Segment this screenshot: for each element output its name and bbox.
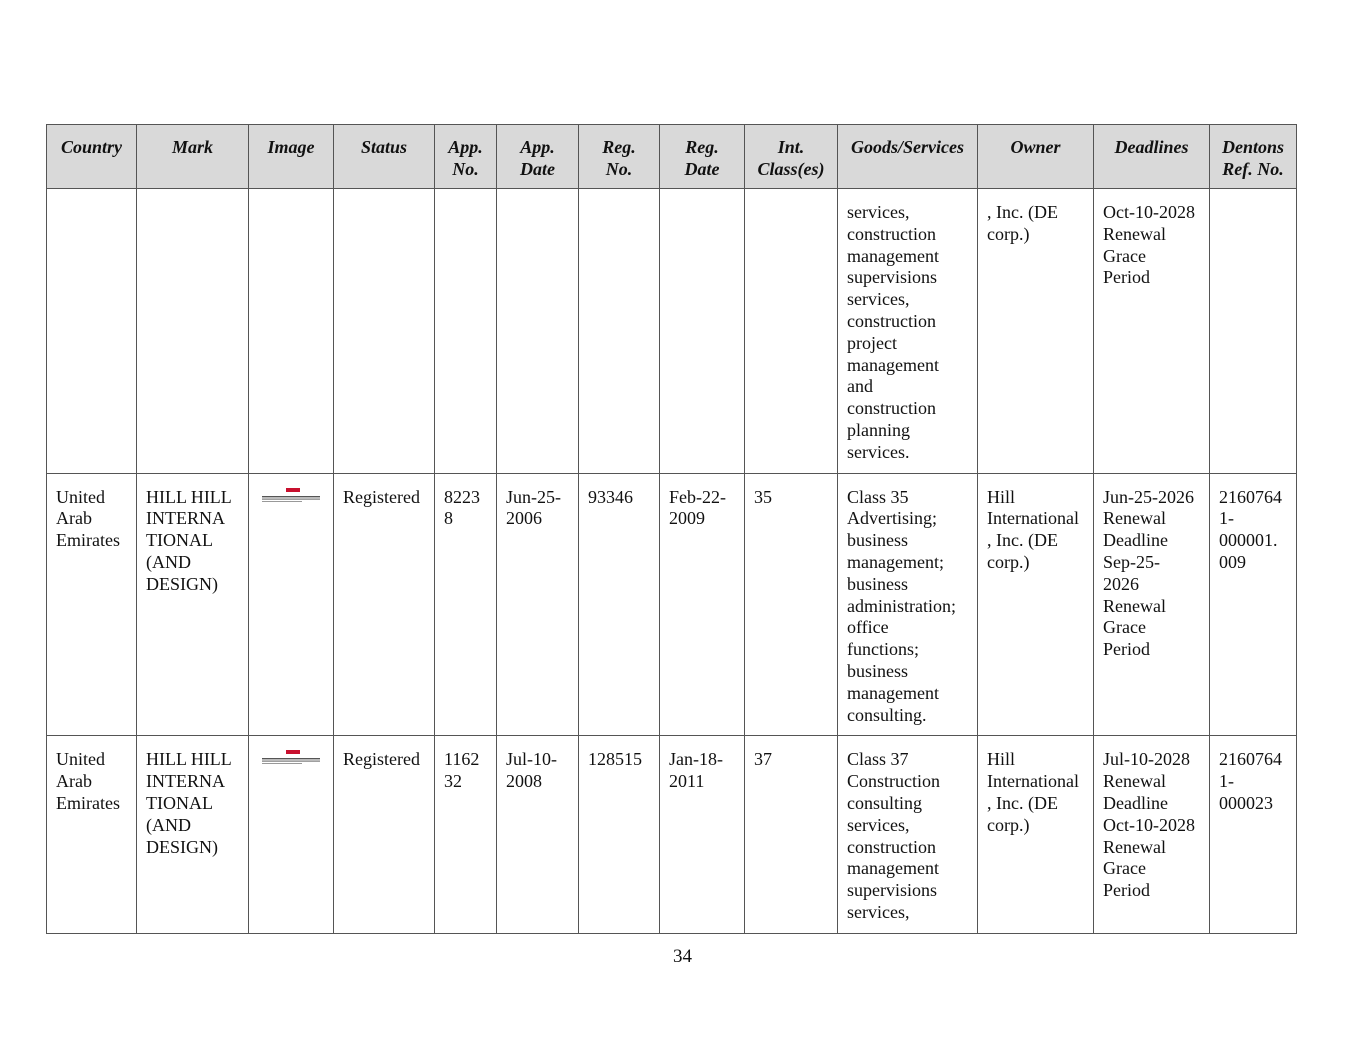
header-mark: Mark: [137, 125, 249, 189]
header-image: Image: [249, 125, 334, 189]
header-app-no: App. No.: [435, 125, 497, 189]
cell-status: Registered: [334, 473, 435, 736]
header-owner: Owner: [978, 125, 1094, 189]
header-row: [47, 125, 1297, 189]
cell-mark: HILL HILL INTERNA TIONAL (AND DESIGN): [137, 736, 249, 933]
hill-international-logo: [260, 487, 324, 505]
trademark-table: [46, 124, 1297, 934]
cell-owner: Hill International , Inc. (DE corp.): [978, 736, 1094, 933]
cell-deadlines: Jun-25-2026 Renewal Deadline Sep-25- 2026 Renewal Grace Period: [1094, 473, 1210, 736]
header-reg-no: Reg. No.: [579, 125, 660, 189]
hill-international-logo: [260, 749, 324, 767]
header-ref-no: Dentons Ref. No.: [1210, 125, 1297, 189]
header-deadlines: Deadlines: [1094, 125, 1210, 189]
header-reg-date: Reg. Date: [660, 125, 745, 189]
cell-deadlines: Jul-10-2028 Renewal Deadline Oct-10-2028 Renewal Grace Period: [1094, 736, 1210, 933]
header-status: Status: [334, 125, 435, 189]
cell-goods-services: Class 37 Construction consulting services, construction management supervisions services,: [838, 736, 978, 933]
cell-goods-services: Class 35 Advertising; business management; business administration; office functions; business management consulting.: [838, 473, 978, 736]
table-row: [47, 473, 1297, 736]
header-int-class: Int. Class(es): [745, 125, 838, 189]
cell-image: [249, 736, 334, 933]
page-number: 34: [673, 946, 692, 967]
cell-country: [47, 189, 137, 474]
cell-int-class: 37: [745, 736, 838, 933]
cell-goods-services: services, construction management supervisions services, construction project management and construction planning services.: [838, 189, 978, 474]
cell-reg-date: Jan-18- 2011: [660, 736, 745, 933]
cell-app-no: 8223 8: [435, 473, 497, 736]
cell-app-no: 1162 32: [435, 736, 497, 933]
cell-reg-date: Feb-22- 2009: [660, 473, 745, 736]
cell-reg-no: [579, 189, 660, 474]
cell-reg-no: 93346: [579, 473, 660, 736]
cell-ref-no: [1210, 189, 1297, 474]
cell-status: Registered: [334, 736, 435, 933]
cell-app-no: [435, 189, 497, 474]
cell-image: [249, 473, 334, 736]
cell-app-date: Jul-10- 2008: [497, 736, 579, 933]
header-goods-services: Goods/Services: [838, 125, 978, 189]
header-country: Country: [47, 125, 137, 189]
cell-deadlines: Oct-10-2028 Renewal Grace Period: [1094, 189, 1210, 474]
cell-reg-no: 128515: [579, 736, 660, 933]
cell-owner: , Inc. (DE corp.): [978, 189, 1094, 474]
cell-mark: [137, 189, 249, 474]
table-row: [47, 189, 1297, 474]
header-app-date: App. Date: [497, 125, 579, 189]
cell-country: United Arab Emirates: [47, 473, 137, 736]
cell-ref-no: 2160764 1- 000023: [1210, 736, 1297, 933]
cell-reg-date: [660, 189, 745, 474]
cell-int-class: [745, 189, 838, 474]
cell-country: United Arab Emirates: [47, 736, 137, 933]
cell-app-date: Jun-25- 2006: [497, 473, 579, 736]
cell-app-date: [497, 189, 579, 474]
cell-int-class: 35: [745, 473, 838, 736]
table-row: [47, 736, 1297, 933]
cell-image: [249, 189, 334, 474]
cell-status: [334, 189, 435, 474]
cell-mark: HILL HILL INTERNA TIONAL (AND DESIGN): [137, 473, 249, 736]
cell-owner: Hill International , Inc. (DE corp.): [978, 473, 1094, 736]
cell-ref-no: 2160764 1- 000001. 009: [1210, 473, 1297, 736]
